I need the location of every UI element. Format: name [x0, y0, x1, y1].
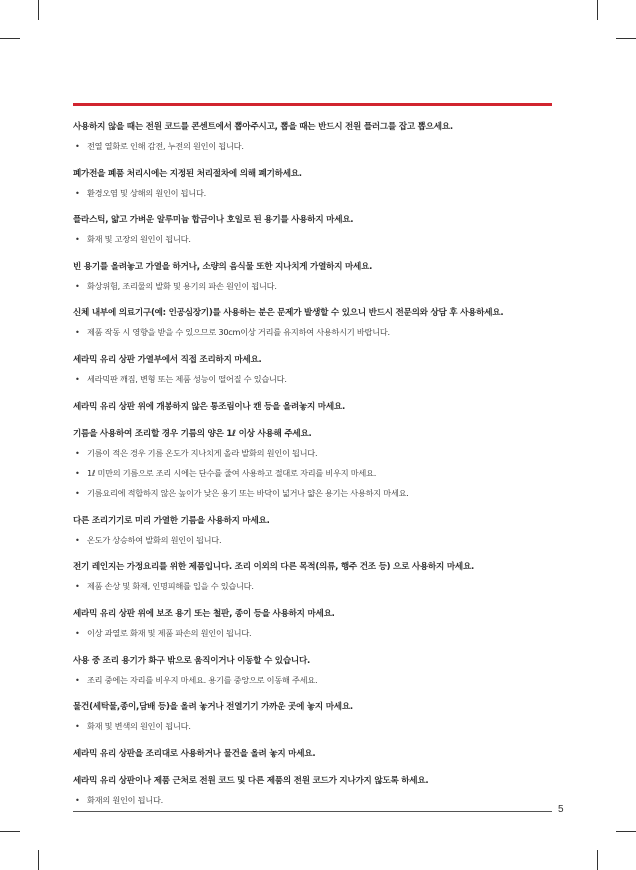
item-bullet: • 화재 및 변색의 원인이 됩니다.	[73, 719, 553, 734]
item-heading: 세라믹 유리 상판 위에 개봉하지 않은 통조림이나 캔 등을 올려놓지 마세요.	[73, 401, 345, 412]
item-bullet: • 전열 열화로 인해 감전, 누전의 원인이 됩니다.	[73, 139, 553, 154]
safety-item	[73, 607, 553, 641]
item-heading: 물건(세탁물,종이,담배 등)을 올려 놓거나 전열기기 가까운 곳에 놓지 마세요.	[73, 702, 353, 713]
item-heading: 사용하지 않을 때는 전원 코드를 콘센트에서 뽑아주시고, 뽑을 때는 반드시 전원 플러그를 잡고 뽑으세요.	[73, 122, 453, 132]
item-bullet: • 화재 및 고장의 원인이 됩니다.	[73, 232, 553, 247]
crop-mark	[0, 831, 20, 832]
item-heading: 세라믹 유리 상판이나 제품 근처로 전원 코드 및 다른 제품의 전원 코드가 지나가지 않도록 하세요.	[73, 776, 429, 787]
crop-mark	[38, 0, 39, 20]
item-bullet: • 화상위험, 조리물의 발화 및 용기의 파손 원인이 됩니다.	[73, 279, 553, 294]
item-heading: 사용 중 조리 용기가 화구 밖으로 움직이거나 이동할 수 있습니다.	[73, 655, 311, 666]
item-heading: 플라스틱, 얇고 가벼운 알루미늄 합금이나 호일로 된 용기를 사용하지 마세요.	[73, 215, 354, 226]
item-heading: 세라믹 유리 상판을 조리대로 사용하거나 물건을 올려 놓지 마세요.	[73, 748, 316, 759]
item-bullet: • 기름요리에 적합하지 않은 높이가 낮은 용기 또는 바닥이 넓거나 얇은 용기는 사용하지 마세요.	[73, 486, 553, 501]
crop-mark	[616, 38, 636, 39]
safety-list	[73, 120, 553, 821]
safety-item	[73, 120, 553, 154]
crop-mark	[597, 0, 598, 20]
safety-item	[73, 747, 553, 762]
safety-item	[73, 700, 553, 734]
safety-item	[73, 353, 553, 387]
safety-item	[73, 400, 553, 415]
page-number: 5	[558, 804, 564, 815]
safety-item	[73, 306, 553, 340]
safety-item	[73, 213, 553, 247]
safety-item	[73, 514, 553, 548]
item-bullet: • 환경오염 및 상해의 원인이 됩니다.	[73, 186, 553, 201]
item-heading: 폐가전을 폐품 처리시에는 지정된 처리절차에 의해 폐기하세요.	[73, 168, 302, 179]
safety-item	[73, 774, 553, 808]
safety-item	[73, 260, 553, 294]
header-rule	[73, 103, 552, 106]
footer-rule	[73, 811, 552, 812]
item-heading: 신체 내부에 의료기구(예: 인공심장기)를 사용하는 분은 문제가 발생할 수 있으니 반드시 전문의와 상담 후 사용하세요.	[73, 308, 504, 319]
safety-item	[73, 167, 553, 201]
item-bullet: • 화재의 원인이 됩니다.	[73, 793, 553, 808]
item-bullet: • 1ℓ 미만의 기름으로 조리 시에는 단수를 줄여 사용하고 절대로 자리를 비우지 마세요.	[73, 466, 553, 481]
item-heading: 전기 레인지는 가정요리를 위한 제품입니다. 조리 이외의 다른 목적(의류, 행주 건조 등) 으로 사용하지 마세요.	[73, 562, 475, 573]
item-bullet: • 온도가 상승하여 발화의 원인이 됩니다.	[73, 533, 553, 548]
item-heading: 빈 용기를 올려놓고 가열을 하거나, 소량의 음식물 또한 지나치게 가열하지 마세요.	[73, 261, 373, 272]
item-heading: 세라믹 유리 상판 가열부에서 직접 조리하지 마세요.	[73, 354, 262, 365]
crop-mark	[38, 850, 39, 870]
item-bullet: • 이상 과열로 화재 및 제품 파손의 원인이 됩니다.	[73, 626, 553, 641]
item-bullet: • 제품 손상 및 화재, 인명피해를 입을 수 있습니다.	[73, 579, 553, 594]
item-heading: 세라믹 유리 상판 위에 보조 용기 또는 철판, 종이 등을 사용하지 마세요.	[73, 608, 335, 619]
crop-mark	[597, 850, 598, 870]
item-heading: 다른 조리기기로 미리 가열한 기름을 사용하지 마세요.	[73, 515, 270, 526]
safety-item	[73, 654, 553, 688]
safety-item	[73, 560, 553, 594]
item-bullet: • 제품 작동 시 영향을 받을 수 있으므로 30cm이상 거리를 유지하여 사용하시기 바랍니다.	[73, 325, 553, 340]
crop-mark	[0, 38, 20, 39]
item-bullet: • 조리 중에는 자리를 비우지 마세요. 용기를 중앙으로 이동해 주세요.	[73, 673, 553, 688]
item-bullet: • 기름이 적은 경우 기름 온도가 지나치게 올라 발화의 원인이 됩니다.	[73, 446, 553, 461]
item-heading: 기름을 사용하여 조리할 경우 기름의 양은 1ℓ 이상 사용해 주세요.	[73, 429, 312, 440]
crop-mark	[616, 831, 636, 832]
safety-item	[73, 427, 553, 501]
item-bullet: • 세라믹판 깨짐, 변형 또는 제품 성능이 떨어질 수 있습니다.	[73, 372, 553, 387]
